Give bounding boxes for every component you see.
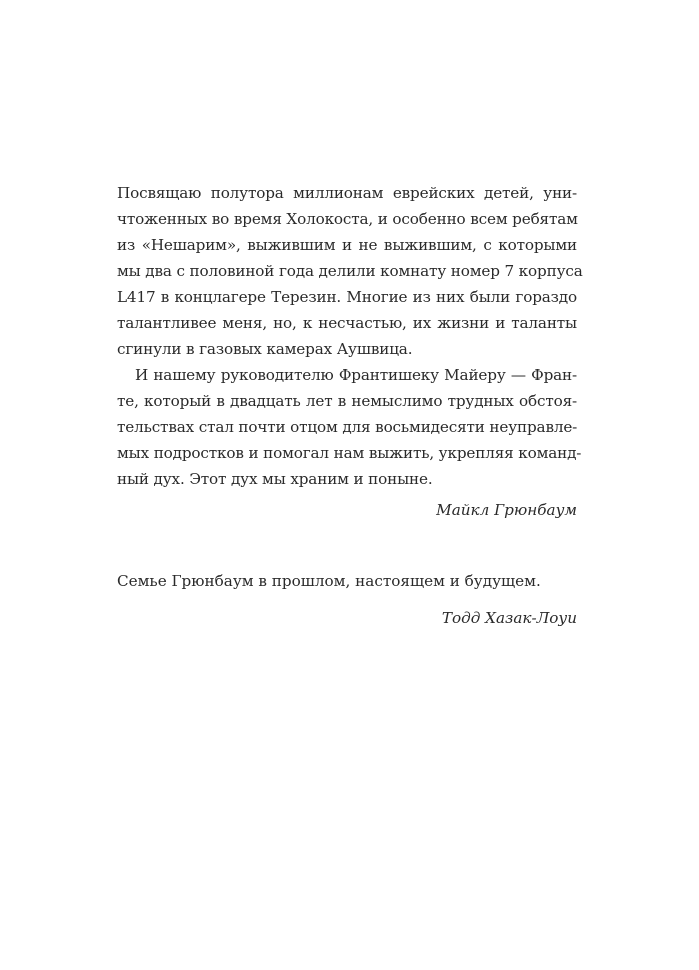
dedication-1-line-6: талантливее меня, но, к несчастью, их жизни и таланты xyxy=(117,314,577,332)
dedication-1-signature: Майкл Грюнбаум xyxy=(436,501,577,519)
dedication-1-line-2: чтоженных во время Холокоста, и особенно всем ребятам xyxy=(117,210,578,228)
dedication-2-text: Семье Грюнбаум в прошлом, настоящем и будущем. xyxy=(117,572,541,590)
dedication-1-line-4: мы два с половиной года делили комнату номер 7 корпуса xyxy=(117,262,583,280)
dedication-1-para2-line-2: те, который в двадцать лет в немыслимо трудных обстоя- xyxy=(117,392,577,410)
dedication-1-line-7: сгинули в газовых камерах Аушвица. xyxy=(117,340,413,358)
dedication-1-para2-line-4: мых подростков и помогал нам выжить, укрепляя команд- xyxy=(117,444,582,462)
dedication-1-para2-line-5: ный дух. Этот дух мы храним и поныне. xyxy=(117,470,433,488)
dedication-1-para2-line-1: И нашему руководителю Франтишеку Майеру — Фран- xyxy=(135,366,577,384)
dedication-1-line-1: Посвящаю полутора миллионам еврейских детей, уни- xyxy=(117,184,577,202)
dedication-2-signature: Тодд Хазак-Лоуи xyxy=(441,609,577,627)
dedication-1-para2-line-3: тельствах стал почти отцом для восьмидесяти неуправле- xyxy=(117,418,578,436)
dedication-1-line-5: L417 в концлагере Терезин. Многие из них были гораздо xyxy=(117,288,577,306)
dedication-1-line-3: из «Нешарим», выжившим и не выжившим, с которыми xyxy=(117,236,577,254)
